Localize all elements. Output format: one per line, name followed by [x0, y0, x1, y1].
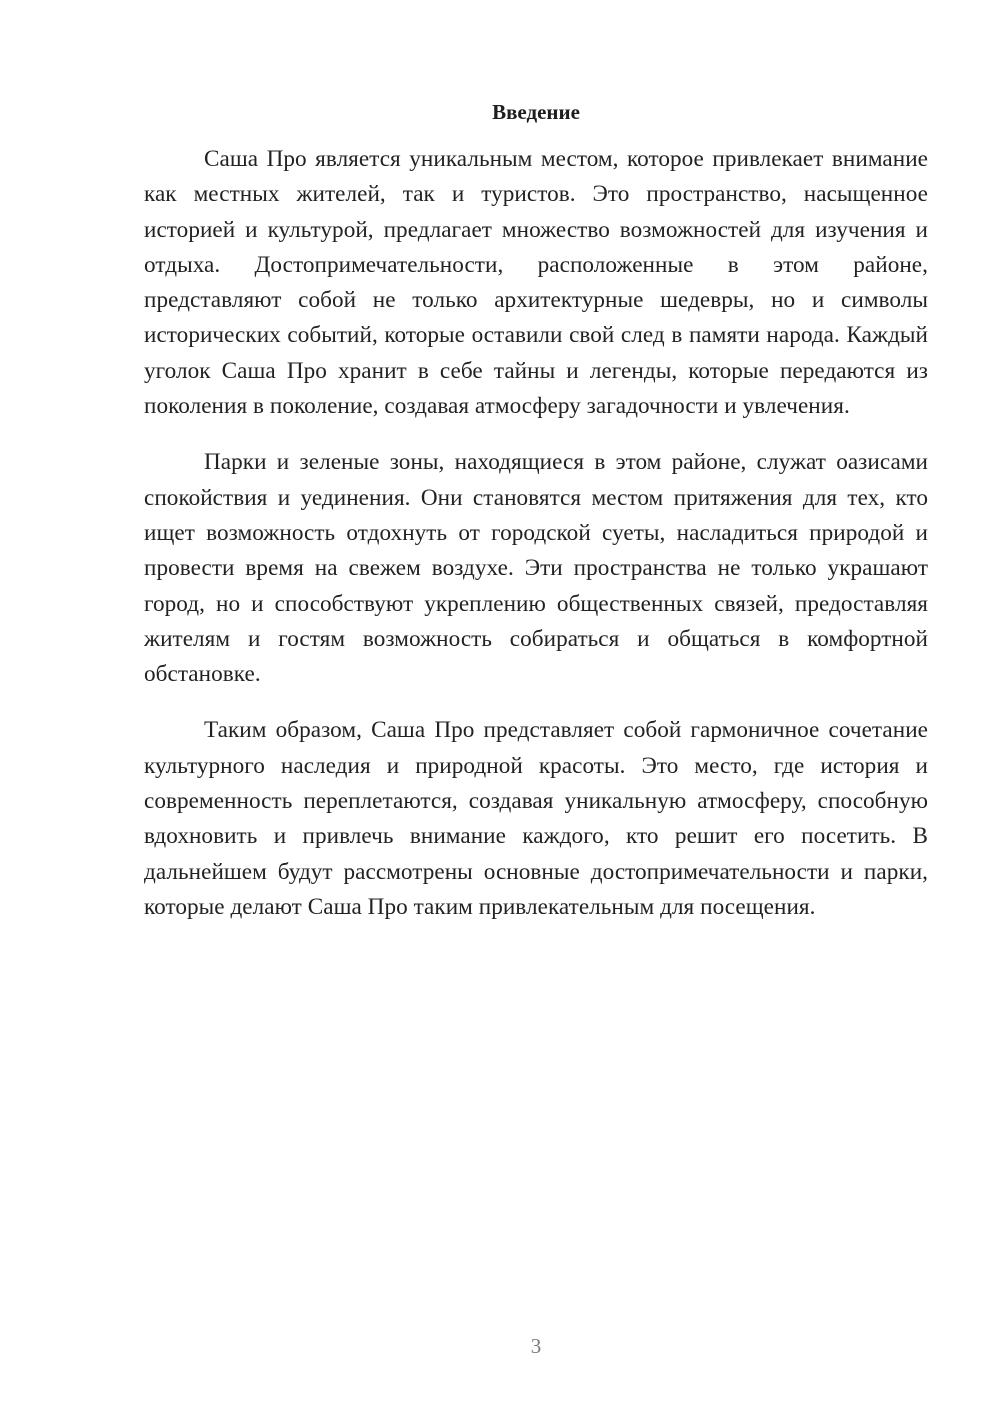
page-content: [144, 96, 928, 946]
paragraph-1: Саша Про является уникальным местом, которое привлекает внимание как местных жителей, так и туристов. Это пространство, насыщенное историей и культурой, предлагает множество возможностей для изучения и отдыха. Достопримечательности, расположенные в этом районе, представляют собой не только архитектурные шедевры, но и символы исторических событий, которые оставили свой след в памяти народа. Каждый уголок Саша Про хранит в себе тайны и легенды, которые передаются из поколения в поколение, создавая атмосферу загадочности и увлечения.: [144, 146, 928, 420]
paragraph-2: Парки и зеленые зоны, находящиеся в этом районе, служат оазисами спокойствия и уединения. Они становятся местом притяжения для тех, кто ищет возможность отдохнуть от городской суеты, насладиться природой и провести время на свежем воздухе. Эти пространства не только украшают город, но и способствуют укреплению общественных связей, предоставляя жителям и гостям возможность собираться и общаться в комфортной обстановке.: [144, 449, 928, 688]
paragraph-3: Таким образом, Саша Про представляет собой гармоничное сочетание культурного наследия и природной красоты. Это место, где история и современность переплетаются, создавая уникальную атмосферу, способную вдохновить и привлечь внимание каждого, кто решит его посетить. В дальнейшем будут рассмотрены основные достопримечательности и парки, которые делают Саша Про таким привлекательным для посещения.: [144, 717, 928, 920]
section-title: Введение: [492, 100, 580, 124]
page-number: 3: [530, 1334, 542, 1358]
